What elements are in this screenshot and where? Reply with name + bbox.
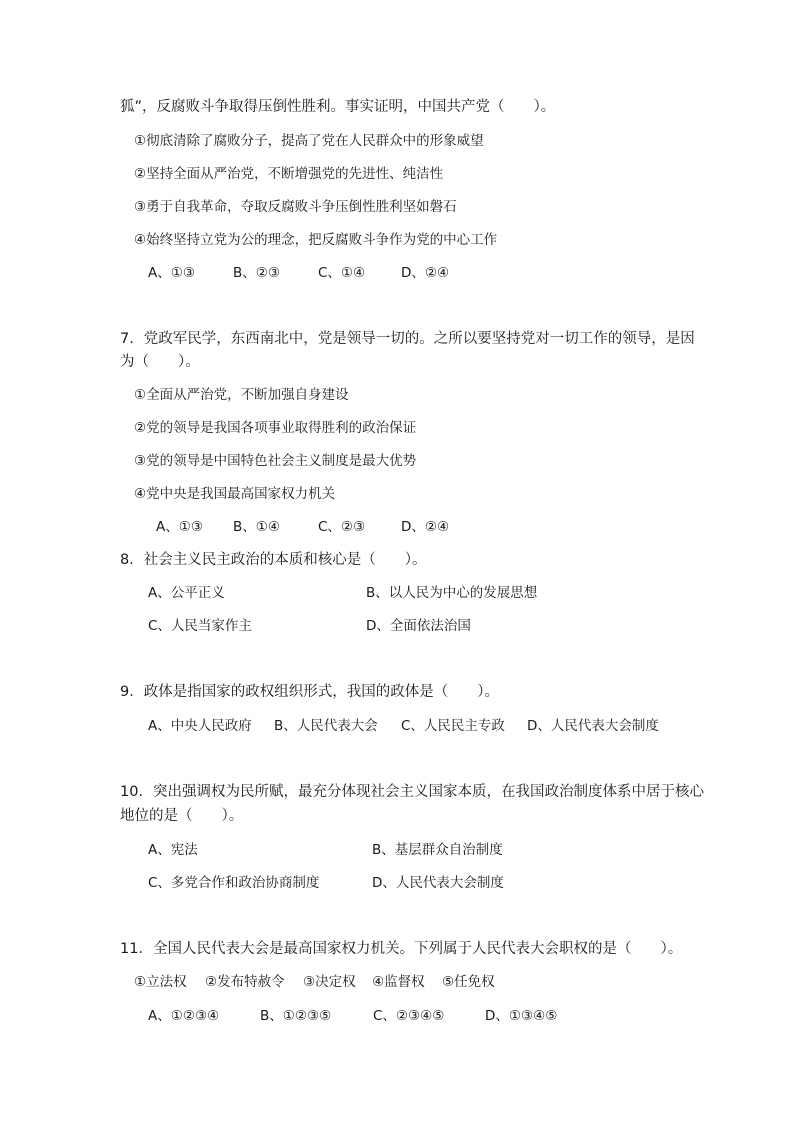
q8-choice-b: B、以人民为中心的发展思想 — [366, 585, 538, 601]
q7-item-2: ②党的领导是我国各项事业取得胜利的政治保证 — [134, 420, 417, 436]
q9-choice-b: B、人民代表大会 — [274, 718, 378, 734]
q7-choice-c: C、②③ — [318, 519, 366, 535]
q6-item-4: ④始终坚持立党为公的理念，把反腐败斗争作为党的中心工作 — [134, 232, 498, 248]
q10-stem-line2: 地位的是（ ）。 — [120, 808, 244, 824]
q9-choice-d: D、人民代表大会制度 — [527, 718, 659, 734]
q10-choice-b: B、基层群众自治制度 — [372, 842, 503, 858]
q7-stem-line1: 7．党政军民学，东西南北中，党是领导一切的。之所以要坚持党对一切工作的领导，是因 — [120, 331, 695, 347]
q7-choice-b: B、①④ — [233, 519, 280, 535]
q7-item-1: ①全面从严治党，不断加强自身建设 — [134, 387, 349, 403]
q6-choice-c: C、①④ — [318, 265, 366, 281]
q8-choice-a: A、公平正义 — [148, 585, 225, 601]
q7-item-4: ④党中央是我国最高国家权力机关 — [134, 486, 336, 502]
q7-item-3: ③党的领导是中国特色社会主义制度是最大优势 — [134, 453, 417, 469]
q7-stem-line2: 为（ ）。 — [120, 354, 200, 370]
q11-choice-d: D、①③④⑤ — [485, 1008, 558, 1024]
q7-choice-a: A、①③ — [156, 519, 203, 535]
q11-item-5: ⑤任免权 — [442, 974, 495, 990]
q11-item-1: ①立法权 — [134, 974, 187, 990]
q6-item-2: ②坚持全面从严治党，不断增强党的先进性、纯洁性 — [134, 166, 444, 182]
q11-item-4: ④监督权 — [372, 974, 425, 990]
q9-stem: 9．政体是指国家的政权组织形式，我国的政体是（ ）。 — [120, 684, 499, 700]
q8-stem: 8．社会主义民主政治的本质和核心是（ ）。 — [120, 552, 427, 568]
q6-item-3: ③勇于自我革命，夺取反腐败斗争压倒性胜利坚如磐石 — [134, 199, 457, 215]
q10-choice-d: D、人民代表大会制度 — [372, 875, 504, 891]
q6-choice-d: D、②④ — [401, 265, 450, 281]
q6-stem-tail: 狐”，反腐败斗争取得压倒性胜利。事实证明，中国共产党（ ）。 — [120, 99, 556, 115]
q6-choice-a: A、①③ — [148, 265, 195, 281]
q11-item-3: ③决定权 — [303, 974, 356, 990]
q11-choice-c: C、②③④⑤ — [373, 1008, 445, 1024]
q9-choice-a: A、中央人民政府 — [148, 718, 252, 734]
q11-item-2: ②发布特赦令 — [205, 974, 285, 990]
q10-stem-line1: 10．突出强调权为民所赋，最充分体现社会主义国家本质，在我国政治制度体系中居于核心 — [120, 784, 704, 800]
q6-item-1: ①彻底清除了腐败分子，提高了党在人民群众中的形象威望 — [134, 133, 484, 149]
q6-choice-b: B、②③ — [233, 265, 280, 281]
q10-choice-a: A、宪法 — [148, 842, 198, 858]
q11-stem: 11．全国人民代表大会是最高国家权力机关。下列属于人民代表大会职权的是（ ）。 — [120, 941, 683, 957]
q7-choice-d: D、②④ — [401, 519, 450, 535]
q8-choice-d: D、全面依法治国 — [366, 618, 471, 634]
q8-choice-c: C、人民当家作主 — [148, 618, 252, 634]
q10-choice-c: C、多党合作和政治协商制度 — [148, 875, 320, 891]
q11-choice-b: B、①②③⑤ — [260, 1008, 332, 1024]
q9-choice-c: C、人民民主专政 — [401, 718, 505, 734]
q11-choice-a: A、①②③④ — [148, 1008, 220, 1024]
